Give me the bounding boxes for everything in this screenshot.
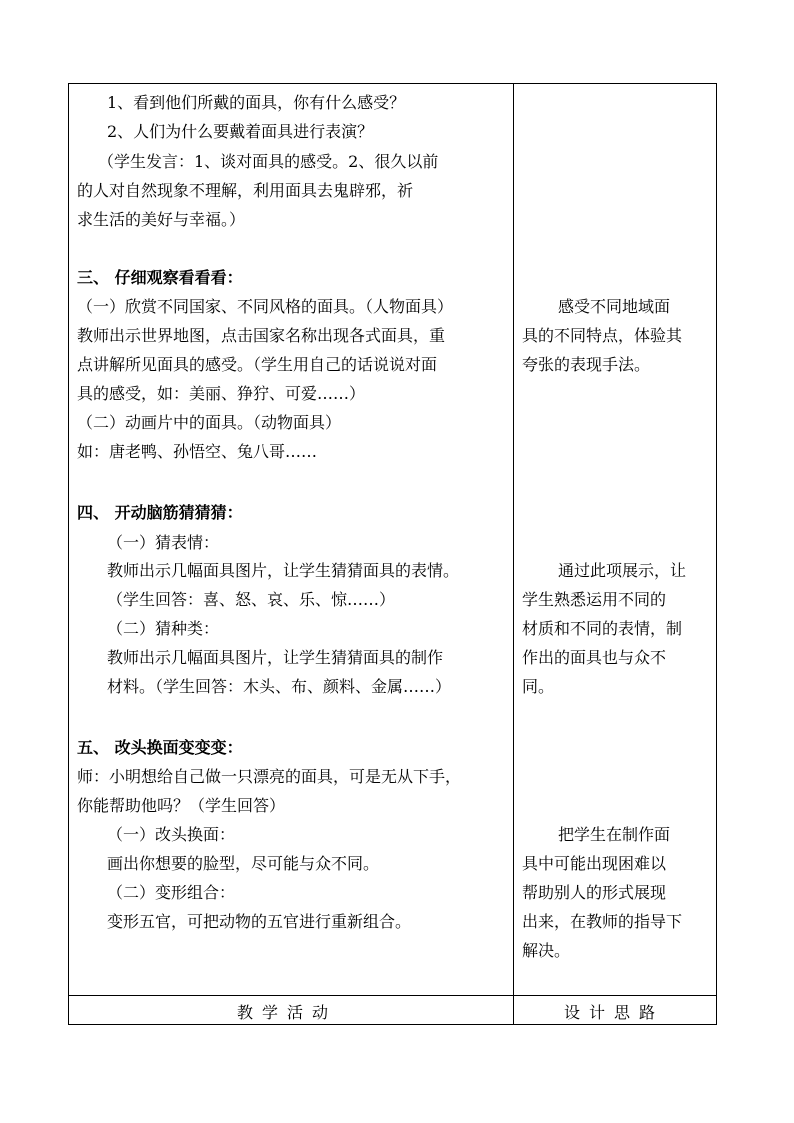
lesson-plan-table: [68, 83, 717, 1025]
design-note-3: 具中可能出现困难以: [522, 854, 667, 873]
section-4-heading: 四、 开动脑筋猜猜猜：: [77, 503, 243, 522]
design-note-2: 作出的面具也与众不: [522, 648, 667, 667]
design-note-1: 夸张的表现手法。: [522, 355, 651, 374]
design-note-3: 帮助别人的形式展现: [522, 883, 667, 902]
student-response-line: （学生发言：1、谈对面具的感受。2、很久以前: [98, 152, 439, 171]
design-note-3: 把学生在制作面: [558, 825, 671, 844]
section-5-heading: 五、 改头换面变变变：: [77, 738, 243, 757]
section-5-line: 变形五官，可把动物的五官进行重新组合。: [107, 912, 412, 931]
section-4-line: （一）猜表情：: [107, 533, 220, 552]
section-3-line: 教师出示世界地图，点击国家名称出现各式面具，重: [77, 326, 446, 345]
question-1: 1、看到他们所戴的面具，你有什么感受？: [107, 93, 406, 112]
section-3-line: 具的感受，如：美丽、狰狞、可爱……）: [77, 384, 366, 403]
section-5-line: 你能帮助他吗？（学生回答）: [77, 796, 286, 815]
section-4-line: 教师出示几幅面具图片，让学生猜猜面具的制作: [107, 648, 444, 667]
design-note-2: 同。: [522, 677, 555, 696]
question-2: 2、人们为什么要戴着面具进行表演？: [107, 122, 374, 141]
section-5-line: 画出你想要的脸型，尽可能与众不同。: [107, 854, 380, 873]
footer-design-rationale: 设计思路: [564, 1003, 665, 1022]
design-note-2: 材质和不同的表情，制: [522, 619, 683, 638]
section-4-line: （学生回答：喜、怒、哀、乐、惊……）: [107, 590, 396, 609]
section-3-line: 点讲解所见面具的感受。（学生用自己的话说说对面: [77, 355, 438, 374]
design-note-1: 感受不同地域面: [558, 297, 671, 316]
section-5-line: 师：小明想给自己做一只漂亮的面具，可是无从下手，: [77, 767, 462, 786]
section-4-line: （二）猜种类：: [107, 619, 220, 638]
design-note-2: 通过此项展示，让: [558, 561, 687, 580]
section-3-line: 如：唐老鸭、孙悟空、兔八哥……: [77, 442, 318, 461]
footer-teaching-activity: 教学活动: [237, 1003, 338, 1022]
section-5-line: （二）变形组合：: [107, 883, 236, 902]
footer-divider: [69, 995, 716, 996]
student-response-line: 求生活的美好与幸福。）: [77, 210, 246, 229]
section-5-line: （一）改头换面：: [107, 825, 236, 844]
section-3-heading: 三、 仔细观察看看看：: [77, 268, 243, 287]
section-3-line: （二）动画片中的面具。（动物面具）: [77, 413, 342, 432]
section-4-line: 教师出示几幅面具图片，让学生猜猜面具的表情。: [107, 561, 460, 580]
design-note-1: 具的不同特点，体验其: [522, 326, 683, 345]
section-3-line: （一）欣赏不同国家、不同风格的面具。（人物面具）: [77, 297, 454, 316]
student-response-line: 的人对自然现象不理解，利用面具去鬼辟邪，祈: [77, 181, 414, 200]
column-divider: [513, 84, 514, 1024]
design-note-2: 学生熟悉运用不同的: [522, 590, 667, 609]
design-note-3: 出来，在教师的指导下: [522, 912, 683, 931]
section-4-line: 材料。（学生回答：木头、布、颜料、金属……）: [107, 677, 452, 696]
design-note-3: 解决。: [522, 941, 571, 960]
